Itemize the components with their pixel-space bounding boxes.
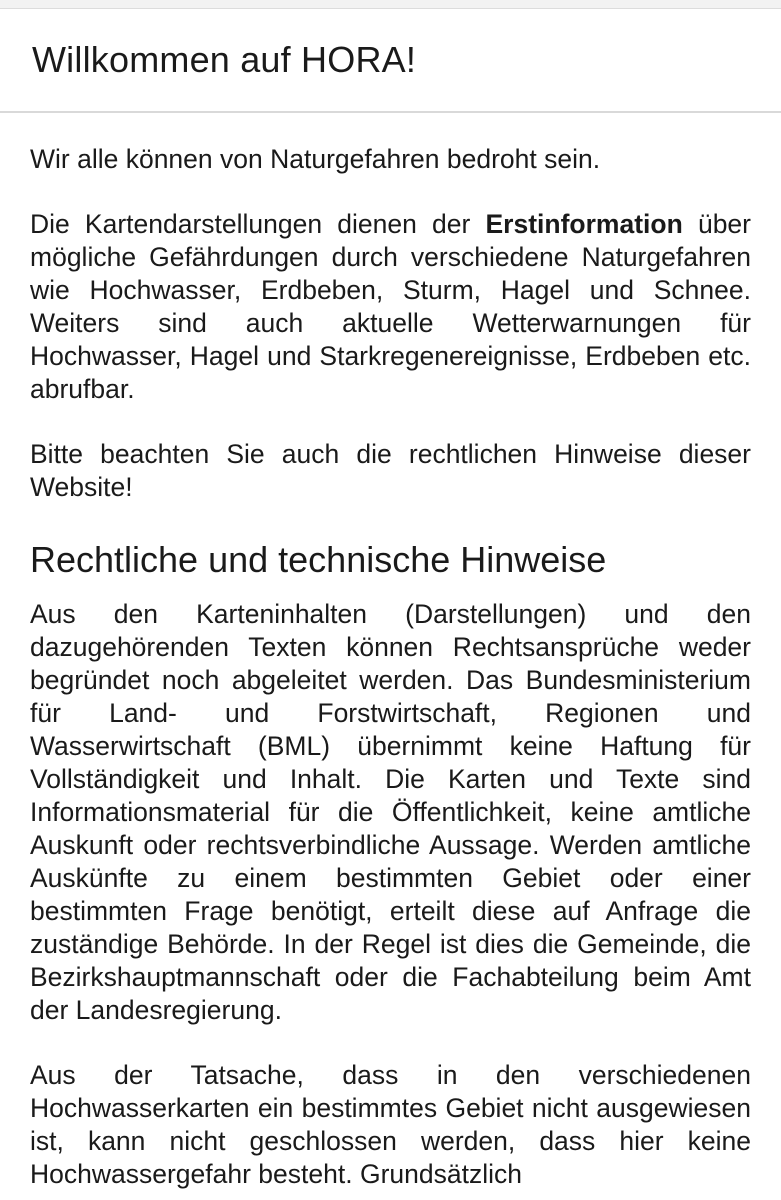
- modal-content: [0, 113, 781, 1191]
- modal-header: [0, 9, 781, 113]
- legal-heading: Rechtliche und technische Hinweise: [30, 539, 607, 580]
- top-edge: [0, 0, 781, 9]
- modal-title: Willkommen auf HORA!: [32, 39, 417, 80]
- intro-paragraph-2-bold: Erstinformation: [485, 209, 683, 239]
- intro-paragraph-1: Wir alle können von Naturgefahren bedroht sein.: [30, 144, 601, 174]
- intro-paragraph-2-text-b: über mögliche Gefährdungen durch verschiedene Naturgefahren wie Hochwasser, Erdbeben, Sturm, Hagel und Schnee. Weiters sind auch aktuelle Wetterwarnungen für Hochwasser, Hagel und Starkregenereignisse, Erdbeben etc. abrufbar.: [30, 209, 751, 404]
- intro-paragraph-2: [30, 208, 751, 406]
- legal-paragraph-2: Aus der Tatsache, dass in den verschiedenen Hochwasserkarten ein bestimmtes Gebiet nicht ausgewiesen ist, kann nicht geschlossen werden, dass hier keine Hochwassergefahr besteht. Grundsätzlich: [30, 1060, 751, 1189]
- intro-paragraph-2-text-a: Die Kartendarstellungen dienen der: [30, 209, 486, 239]
- intro-paragraph-3: Bitte beachten Sie auch die rechtlichen Hinweise dieser Website!: [30, 439, 751, 502]
- legal-paragraph-1: Aus den Karteninhalten (Darstellungen) und den dazugehörenden Texten können Rechtsansprüche weder begründet noch abgeleitet werden. Das Bundesministerium für Land- und Forstwirtschaft, Regionen und Wasserwirtschaft (BML) übernimmt keine Haftung für Vollständigkeit und Inhalt. Die Karten und Texte sind Informationsmaterial für die Öffentlichkeit, keine amtliche Auskunft oder rechtsverbindliche Aussage. Werden amtliche Auskünfte zu einem bestimmten Gebiet oder einer bestimmten Frage benötigt, erteilt diese auf Anfrage die zuständige Behörde. In der Regel ist dies die Gemeinde, die Bezirkshauptmannschaft oder die Fachabteilung beim Amt der Landesregierung.: [30, 599, 751, 1025]
